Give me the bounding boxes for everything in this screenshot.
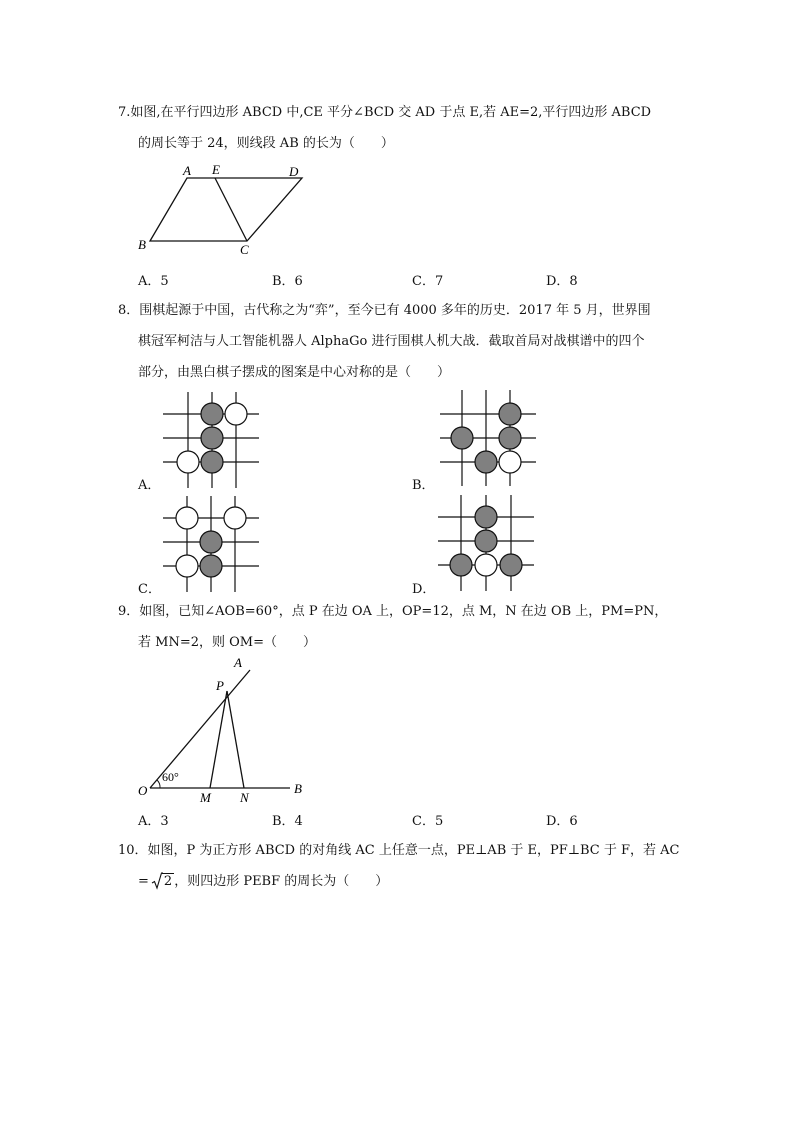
q8-option-d[interactable]: D． <box>412 582 436 597</box>
q8-d-black-stone <box>475 530 497 552</box>
q9-angle-figure <box>130 652 320 807</box>
q8-c-white-stone <box>176 555 198 577</box>
q8-text-line3: 部分，由黑白棋子摆成的图案是中心对称的是（ ） <box>138 365 451 380</box>
q9-label-A: A <box>234 655 242 670</box>
q9-text-line1: 9．如图，已知∠AOB=60°，点 P 在边 OA 上，OP=12，点 M，N 在边 OB 上，PM=PN， <box>118 604 668 619</box>
q8-b-white-stone <box>499 451 521 473</box>
q8-a-black-stone <box>201 427 223 449</box>
q8-c-black-stone <box>200 531 222 553</box>
q9-option-b[interactable]: B．4 <box>272 814 303 829</box>
q10-text-line2 <box>138 873 388 891</box>
q9-text-line2: 若 MN=2，则 OM=（ ） <box>138 635 316 650</box>
q7-option-b[interactable]: B．6 <box>272 274 303 289</box>
q7-option-d[interactable]: D．8 <box>546 274 578 289</box>
q9-option-a[interactable]: A．3 <box>138 814 169 829</box>
q8-d-black-stone <box>475 506 497 528</box>
q10-text-line2-rest: ，则四边形 PEBF 的周长为（ ） <box>174 874 389 889</box>
q8-c-black-stone <box>200 555 222 577</box>
q7-label-D: D <box>289 164 299 179</box>
q7-text-line1: 7.如图,在平行四边形 ABCD 中,CE 平分∠BCD 交 AD 于点 E,若 AE=2,平行四边形 ABCD <box>118 105 652 120</box>
q7-text-line2: 的周长等于 24，则线段 AB 的长为（ ） <box>138 136 394 151</box>
q8-a-black-stone <box>201 403 223 425</box>
q9-option-d[interactable]: D．6 <box>546 814 578 829</box>
q8-go-board-d <box>438 495 534 591</box>
q8-d-black-stone <box>450 554 472 576</box>
q8-b-black-stone <box>499 403 521 425</box>
q7-label-B: B <box>138 237 146 252</box>
q9-label-N: N <box>240 790 249 805</box>
q9-option-c[interactable]: C．5 <box>412 814 444 829</box>
q7-label-E: E <box>212 162 220 177</box>
q8-text-line2: 棋冠军柯洁与人工智能机器人 AlphaGo 进行围棋人机大战．截取首局对战棋谱中的四个 <box>138 334 645 349</box>
q10-text-line1: 10．如图，P 为正方形 ABCD 的对角线 AC 上任意一点，PE⊥AB 于 E，PF⊥BC 于 F，若 AC <box>118 843 680 858</box>
q7-option-c[interactable]: C．7 <box>412 274 444 289</box>
q9-label-M: M <box>200 790 211 805</box>
q8-go-board-c <box>163 496 259 592</box>
q8-text-line1: 8．围棋起源于中国，古代称之为“弈”，至今已有 4000 多年的历史．2017 年 5 月，世界围 <box>118 303 651 318</box>
q9-label-B: B <box>294 781 302 796</box>
q9-label-O: O <box>138 783 148 798</box>
q8-b-black-stone <box>451 427 473 449</box>
q7-label-C: C <box>240 242 249 257</box>
q10-sqrt-expression <box>151 873 174 891</box>
q8-a-white-stone <box>177 451 199 473</box>
q9-label-P: P <box>216 678 224 693</box>
q7-parallelogram-figure <box>130 160 330 260</box>
sqrt-symbol-icon <box>151 872 163 891</box>
q9-angle-label: 60° <box>162 770 179 784</box>
q8-go-board-a <box>163 392 259 488</box>
q8-option-c[interactable]: C． <box>138 582 161 597</box>
q8-option-a[interactable]: A． <box>138 478 161 493</box>
q8-d-black-stone <box>500 554 522 576</box>
q8-a-black-stone <box>201 451 223 473</box>
q7-option-a[interactable]: A．5 <box>138 274 169 289</box>
q8-a-white-stone <box>225 403 247 425</box>
q10-equals-sign: = <box>138 874 149 889</box>
q8-go-board-b <box>440 390 536 486</box>
q8-b-black-stone <box>475 451 497 473</box>
q8-d-white-stone <box>475 554 497 576</box>
q8-b-black-stone <box>499 427 521 449</box>
q7-label-A: A <box>183 163 191 178</box>
q8-c-white-stone <box>224 507 246 529</box>
q8-option-b[interactable]: B． <box>412 478 435 493</box>
q10-radicand: 2 <box>163 874 173 889</box>
q8-c-white-stone <box>176 507 198 529</box>
